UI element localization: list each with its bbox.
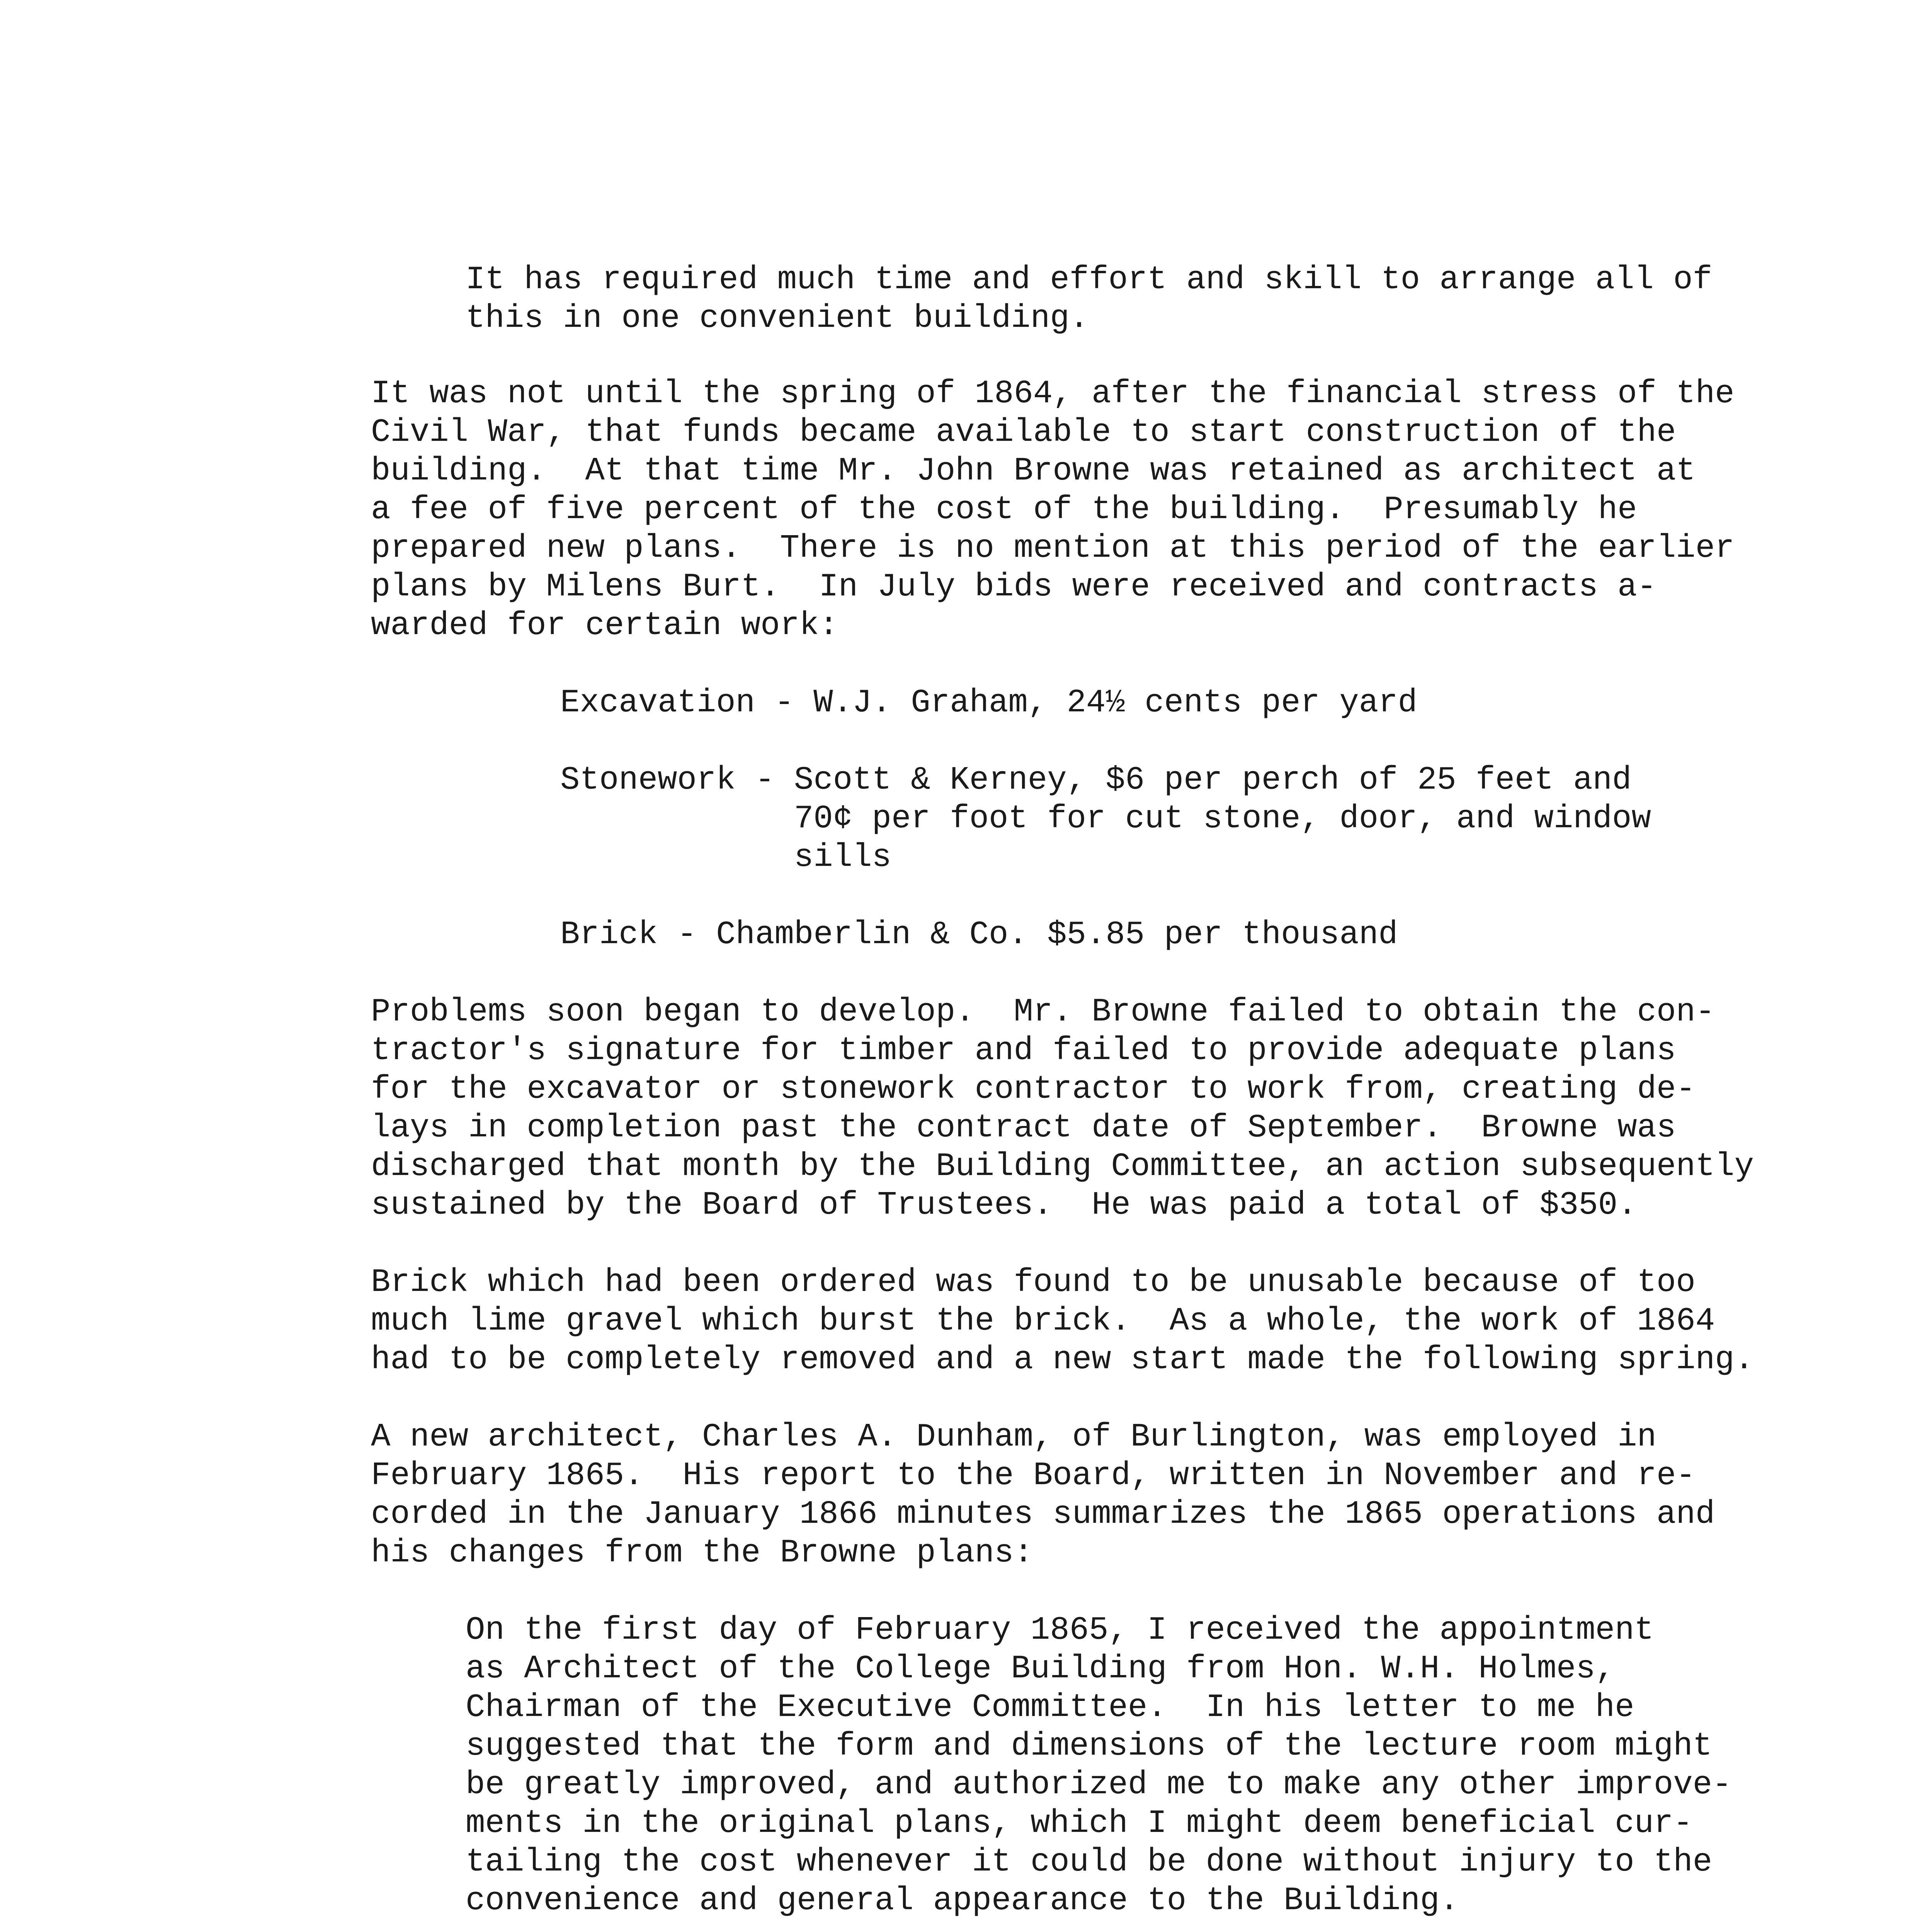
- text-line: It has required much time and effort and skill to arrange all of: [466, 262, 1713, 298]
- text-line: Problems soon began to develop. Mr. Browne failed to obtain the con-: [371, 994, 1715, 1031]
- text-line: Excavation - W.J. Graham, 24½ cents per yard: [560, 685, 1417, 721]
- text-line: February 1865. His report to the Board, written in November and re-: [371, 1458, 1696, 1494]
- text-line: building. At that time Mr. John Browne was retained as architect at: [371, 453, 1696, 490]
- text-line: sustained by the Board of Trustees. He was paid a total of $350.: [371, 1187, 1637, 1224]
- text-line: much lime gravel which burst the brick. As a whole, the work of 1864: [371, 1303, 1715, 1340]
- contract-excavation: [560, 684, 1417, 723]
- text-line: be greatly improved, and authorized me to make any other improve-: [466, 1767, 1732, 1803]
- text-line: Chairman of the Executive Committee. In his letter to me he: [466, 1689, 1634, 1726]
- text-line: Stonework - Scott & Kerney, $6 per perch of 25 feet and: [560, 762, 1632, 799]
- text-line: A new architect, Charles A. Dunham, of Burlington, was employed in: [371, 1419, 1656, 1456]
- text-line: corded in the January 1866 minutes summarizes the 1865 operations and: [371, 1496, 1715, 1533]
- paragraph-brick: [371, 1264, 1754, 1379]
- text-line: a fee of five percent of the cost of the building. Presumably he: [371, 492, 1637, 528]
- paragraph-1864: [371, 375, 1735, 645]
- text-line: convenience and general appearance to the Building.: [466, 1883, 1459, 1919]
- quote-appointment: [466, 1611, 1732, 1920]
- contract-stonework: [560, 761, 1651, 877]
- text-line: It was not until the spring of 1864, after the financial stress of the: [371, 376, 1735, 412]
- text-line: sills: [560, 839, 891, 876]
- text-line: warded for certain work:: [371, 607, 838, 644]
- text-line: his changes from the Browne plans:: [371, 1535, 1033, 1571]
- text-line: had to be completely removed and a new start made the following spring.: [371, 1342, 1754, 1378]
- text-line: Brick - Chamberlin & Co. $5.85 per thousand: [560, 917, 1398, 953]
- quote-intro: [466, 261, 1712, 338]
- text-line: plans by Milens Burt. In July bids were received and contracts a-: [371, 569, 1656, 605]
- text-line: for the excavator or stonework contractor to work from, creating de-: [371, 1071, 1696, 1108]
- text-line: tailing the cost whenever it could be done without injury to the: [466, 1844, 1713, 1881]
- text-line: Civil War, that funds became available to start construction of the: [371, 414, 1676, 451]
- text-line: 70¢ per foot for cut stone, door, and window: [560, 801, 1651, 837]
- paragraph-problems: [371, 993, 1754, 1225]
- text-line: tractor's signature for timber and failed to provide adequate plans: [371, 1032, 1676, 1069]
- paragraph-dunham: [371, 1418, 1715, 1573]
- text-line: On the first day of February 1865, I received the appointment: [466, 1612, 1654, 1649]
- text-line: Brick which had been ordered was found to be unusable because of too: [371, 1264, 1696, 1301]
- text-line: as Architect of the College Building from Hon. W.H. Holmes,: [466, 1651, 1615, 1687]
- text-line: prepared new plans. There is no mention at this period of the earlier: [371, 530, 1735, 567]
- text-line: discharged that month by the Building Committee, an action subsequently: [371, 1148, 1754, 1185]
- text-line: lays in completion past the contract date of September. Browne was: [371, 1110, 1676, 1146]
- text-line: ments in the original plans, which I might deem beneficial cur-: [466, 1805, 1693, 1842]
- contract-brick: [560, 916, 1398, 954]
- text-line: suggested that the form and dimensions of the lecture room might: [466, 1728, 1713, 1765]
- text-line: this in one convenient building.: [466, 300, 1089, 337]
